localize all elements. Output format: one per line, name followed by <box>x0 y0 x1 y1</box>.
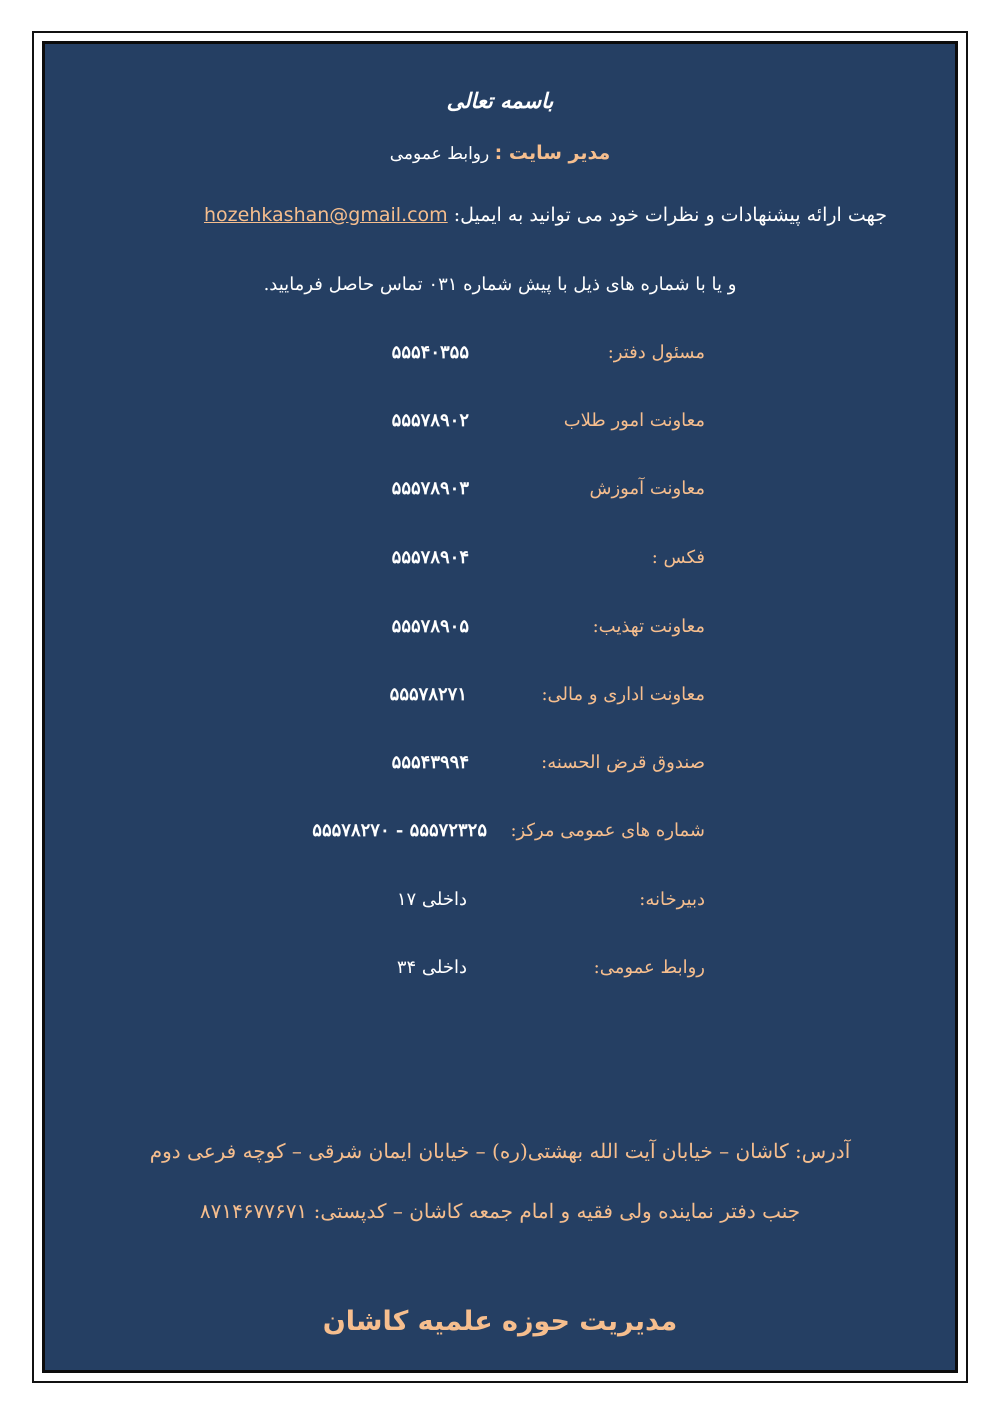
contact-number: ۵۵۵۷۸۹۰۳ <box>391 478 469 499</box>
contact-label: معاونت آموزش <box>589 478 705 499</box>
contact-number: ۵۵۵۷۲۳۲۵ - ۵۵۵۷۸۲۷۰ <box>312 820 487 841</box>
phone-intro-text: و یا با شماره های ذیل با پیش شماره ۰۳۱ تماس حاصل فرمایید. <box>263 274 737 295</box>
contact-number: ۵۵۵۷۸۹۰۴ <box>391 547 469 568</box>
email-intro-text: جهت ارائه پیشنهادات و نظرات خود می توانید به ایمیل: <box>453 204 887 226</box>
contact-label: صندوق قرض الحسنه: <box>541 752 705 773</box>
contact-label: معاونت تهذیب: <box>592 616 705 637</box>
contact-number: داخلی ۱۷ <box>396 889 467 910</box>
email-line <box>204 204 887 226</box>
contact-number: داخلی ۳۴ <box>396 957 467 978</box>
site-admin-label: مدیر سایت : <box>494 142 611 164</box>
site-admin-line <box>45 142 955 164</box>
contact-label: روابط عمومی: <box>593 957 705 978</box>
contact-number: ۵۵۵۴۳۹۹۴ <box>391 752 469 773</box>
contact-number: ۵۵۵۷۸۲۷۱ <box>389 684 467 705</box>
contact-label: فکس : <box>651 547 705 568</box>
page-heading: باسمه تعالی <box>446 88 554 113</box>
address-line-2: جنب دفتر نماینده ولی فقیه و امام جمعه کاشان – کدپستی: ۸۷۱۴۶۷۷۶۷۱ <box>199 1199 801 1223</box>
address-line-1: آدرس: کاشان – خیابان آیت الله بهشتی(ره) – خیابان ایمان شرقی – کوچه فرعی دوم <box>149 1139 851 1163</box>
email-link[interactable]: hozehkashan@gmail.com <box>203 204 448 226</box>
contact-label: شماره های عمومی مرکز: <box>510 820 705 841</box>
contact-label: دبیرخانه: <box>639 889 705 910</box>
content-panel <box>42 41 958 1373</box>
site-admin-value: روابط عمومی <box>389 144 490 164</box>
contact-number: ۵۵۵۷۸۹۰۲ <box>391 410 469 431</box>
contact-number: ۵۵۵۴۰۳۵۵ <box>391 342 469 363</box>
contact-number: ۵۵۵۷۸۹۰۵ <box>391 616 469 637</box>
contact-label: معاونت امور طلاب <box>563 410 705 431</box>
footer-title: مدیریت حوزه علمیه کاشان <box>322 1306 678 1337</box>
contact-label: معاونت اداری و مالی: <box>541 684 705 705</box>
contact-label: مسئول دفتر: <box>607 342 705 363</box>
